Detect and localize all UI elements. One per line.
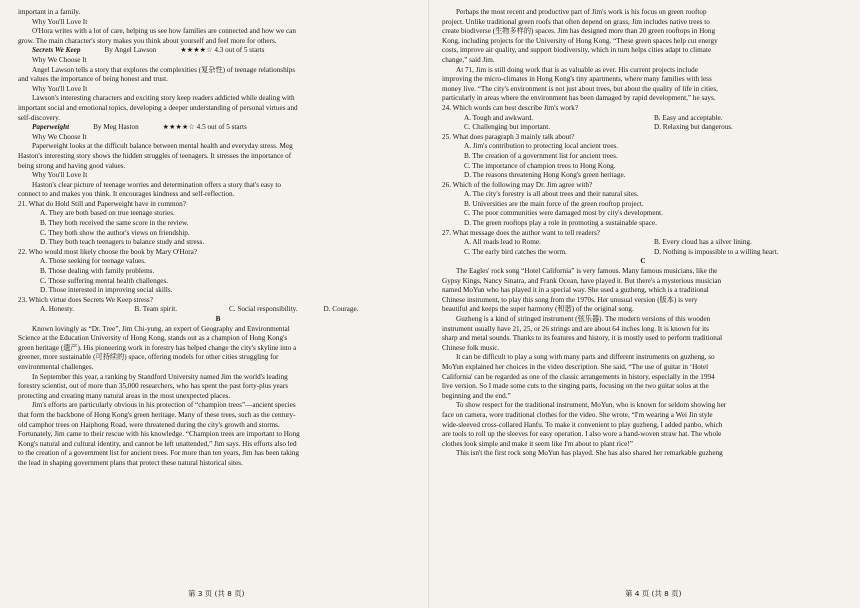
- text-line: greener, more sustainable (可持续的) space, offering models for other cities struggling for: [18, 353, 279, 362]
- option: C. They both show the author's views on friendship.: [40, 228, 190, 237]
- option: A. All roads lead to Rome.: [464, 238, 541, 247]
- option: D. The reasons threatening Hong Kong's green heritage.: [464, 171, 626, 180]
- text-line: clothes look simple and make it seem like I'm about to plant rice!”: [442, 439, 633, 448]
- text-line: Kong's natural and cultural identity, and cannot be left unattended,” Jim says. His efforts also led: [18, 439, 297, 448]
- option: C. Challenging but important.: [464, 123, 551, 132]
- text-line: old camphor trees on Haiphong Road, were threatened during the city's growth and storms.: [18, 420, 280, 429]
- text-line: self-discovery.: [18, 113, 61, 122]
- text-line: Jim's efforts are particularly obvious in his protection of “champion trees”—ancient species: [32, 401, 296, 410]
- option: B. Team spirit.: [134, 305, 177, 314]
- question-24: 24. Which words can best describe Jim's work?: [442, 103, 579, 112]
- question-23: 23. Which virtue does Secrets We Keep stress?: [18, 295, 153, 304]
- book-rating: ★★★★☆ 4.3 out of 5 starts: [180, 46, 265, 55]
- option: D. They both teach teenagers to balance study and stress.: [40, 238, 205, 247]
- text-line: change,” said Jim.: [442, 55, 495, 64]
- text-line: the lead in shaping government plans that protect these natural historical sites.: [18, 458, 243, 467]
- subheading: Why We Choose It: [32, 132, 87, 141]
- option: A. They are both based on true teenage stories.: [40, 209, 175, 218]
- text-line: beginning and the end.”: [442, 391, 511, 400]
- text-line: instrument usually have 21, 25, or 26 strings and are about 64 inches long. It is known for its: [442, 324, 709, 333]
- section-c-heading: C: [640, 257, 646, 266]
- page-number-right: 第 4 页 (共 8 页): [625, 589, 682, 598]
- text-line: forestry scientist, out of more than 35,000 researchers, who has spent the past forty-plus years: [18, 382, 289, 391]
- text-line: Perhaps the most recent and productive part of Jim's work is his focus on green rooftop: [456, 8, 707, 16]
- option: D. Nothing is impossible to a willing heart.: [654, 247, 779, 256]
- book-title: Secrets We Keep: [32, 46, 81, 55]
- text-line: particularly in areas where the environment has been damaged by rapid development,” he says.: [442, 94, 716, 103]
- option: A. The city's forestry is all about trees and their natural sites.: [464, 190, 639, 199]
- page-number-left: 第 3 页 (共 8 页): [188, 589, 245, 598]
- text-line: important in a family.: [18, 8, 81, 16]
- option-row: [18, 305, 418, 315]
- section-b-heading: B: [215, 315, 221, 323]
- text-line: Chinese instrument, to play this song from the 1970s. Her unusual version (版本) is very: [442, 295, 698, 304]
- text-line: Kong, including projects for the University of Hong Kong. “These green spaces help cut energy: [442, 36, 718, 45]
- option: A. Those seeking for teenage values.: [40, 257, 146, 266]
- option: B. They both received the same score in the review.: [40, 219, 189, 228]
- subheading: Why You'll Love It: [32, 84, 88, 93]
- text-line: wide-sleeved cross-collared Hanfu. To make it convenient to play guzheng, I added panbo, which: [442, 420, 723, 429]
- book-heading-secrets: [18, 46, 418, 56]
- text-line: Science at the Education University of Hong Kong, stands out as a champion of Hong Kong's: [18, 334, 288, 343]
- text-line: live version. So I made some cuts to the singing parts, focusing on the two guitar solos at the: [442, 382, 709, 391]
- option: D. Courage.: [323, 305, 359, 314]
- question-22: 22. Who would most likely choose the book by Mary O'Hora?: [18, 247, 198, 256]
- text-line: environmental challenges.: [18, 362, 94, 371]
- option: D. The green rooftops play a role in promoting a sustainable space.: [464, 219, 657, 228]
- option-row: [442, 123, 844, 133]
- text-line: improving the micro-climates in Hong Kong's tiny apartments, where many families with less: [442, 75, 712, 84]
- left-page: [18, 8, 418, 469]
- text-line: costs, improve air quality, and support biodiversity, which in turn helps cities adapt to climate: [442, 46, 712, 55]
- text-line: This isn't the first rock song MoYun has played. She has also shared her remarkable guzheng: [456, 449, 723, 458]
- option: C. The poor communities were damaged most by city's development.: [464, 209, 663, 218]
- option: D. Those interested in improving social skills.: [40, 286, 173, 295]
- option-row: [442, 238, 844, 248]
- option: B. Every cloud has a silver lining.: [654, 238, 752, 247]
- text-line: To show respect for the traditional instrument, MoYun, who is known for seldom showing her: [456, 401, 727, 410]
- text-line: beautiful and keeps the super harmony (和谐) of the original song.: [442, 305, 634, 314]
- text-line: At 71, Jim is still doing work that is as valuable as ever. His current projects include: [456, 65, 698, 74]
- page-fold: [428, 0, 429, 608]
- text-line: Lawson's interesting characters and exciting story keep readers addicted while dealing with: [32, 94, 295, 103]
- book-title: Paperweight: [32, 123, 70, 132]
- question-27: 27. What message does the author want to tell readers?: [442, 228, 600, 237]
- subheading: Why We Choose It: [32, 55, 87, 64]
- subheading: Why You'll Love It: [32, 17, 88, 26]
- question-26: 26. Which of the following may Dr. Jim agree with?: [442, 180, 593, 189]
- text-line: MoYun explained her choices in the video description. She said, “The use of guitar in ‘Hotel: [442, 362, 709, 371]
- subheading: Why You'll Love It: [32, 171, 88, 180]
- option: B. Universities are the main force of the green rooftop project.: [464, 199, 644, 208]
- book-rating: ★★★★☆ 4.5 out of 5 starts: [162, 123, 247, 132]
- text-line: In September this year, a ranking by Standford University named Jim the world's leading: [32, 372, 288, 381]
- text-line: grow. The main character's story makes you think about yourself and feel more for others.: [18, 36, 277, 45]
- book-author: By Meg Haston: [93, 123, 139, 132]
- text-line: Gypsy Kings, Nancy Sinatra, and Frank Ocean, have played it. But there's a mysterious musician: [442, 276, 722, 285]
- option: A. Tough and awkward.: [464, 113, 534, 122]
- text-line: important social and emotional topics, developing a deeper understanding of personal virtues and: [18, 103, 298, 112]
- option: D. Relaxing but dangerous.: [654, 123, 733, 132]
- option: B. Easy and acceptable.: [654, 113, 723, 122]
- text-line: Known lovingly as “Dr. Tree”, Jim Chi-yung, an expert of Geography and Environmental: [32, 324, 290, 333]
- text-line: being strong and having good values.: [18, 161, 126, 170]
- text-line: The Eagles' rock song “Hotel California” is very famous. Many famous musicians, like the: [456, 267, 718, 276]
- option: B. The creation of a government list for ancient trees.: [464, 151, 618, 160]
- text-line: named MoYun who has played it in a special way. She used a guzheng, which is a traditional: [442, 286, 709, 295]
- text-line: face on camera, wore traditional clothes for the video. She wrote, “I'm wearing a Wei Jin style: [442, 410, 713, 419]
- book-author: By Angel Lawson: [104, 46, 157, 55]
- option-row: [442, 114, 844, 124]
- text-line: Chinese folk music.: [442, 343, 500, 352]
- text-line: create biodiverse (生物多样的) spaces. Jim has designed more than 20 green rooftops in Hong: [442, 27, 716, 36]
- book-heading-paperweight: [18, 123, 418, 133]
- text-line: Fortunately, Jim came to their rescue with his knowledge. “Champion trees are important to Hong: [18, 430, 300, 439]
- text-line: connect to and makes you think. It encourages kindness and self-reflection.: [18, 190, 235, 199]
- text-line: Haston's interesting story shows the hidden struggles of teenagers. It stresses the importance of: [18, 151, 292, 160]
- text-line: are tools to roll up the sleeves for easy operation. I also wore a hand-woven straw hat. The whole: [442, 430, 722, 439]
- text-line: Guzheng is a kind of stringed instrument (弦乐器). The modern versions of this wooden: [456, 315, 711, 323]
- text-line: It can be difficult to play a song with many parts and different instruments on guzheng, so: [456, 353, 715, 362]
- right-page: [442, 8, 844, 459]
- text-line: that form the backbone of Hong Kong's green heritage. Many of these trees, such as the century-: [18, 410, 296, 419]
- text-line: protecting and creating many natural areas in the most unexpected places.: [18, 391, 231, 400]
- text-line: project. Unlike traditional green roofs that often depend on grass, Jim includes native trees to: [442, 17, 710, 26]
- text-line: Haston's clear picture of teenage worries and determination offers a story that's easy to: [32, 180, 281, 189]
- text-line: and values the importance of being honest and trust.: [18, 75, 168, 84]
- option: C. Those suffering mental health challenges.: [40, 276, 169, 285]
- option: C. Social responsibility.: [229, 305, 298, 314]
- text-line: money live. “The city's environment is not just about trees, but about the quality of life in cities,: [442, 84, 718, 93]
- text-line: Angel Lawson tells a story that explores the complexities (复杂性) of teenage relationships: [32, 65, 296, 74]
- text-line: green heritage (遗产). His pioneering work in forestry has helped change the city's skyline into a: [18, 343, 297, 352]
- text-line: Paperweight looks at the difficult balance between mental health and everyday stress. Meg: [32, 142, 293, 151]
- text-line: O'Hora writes with a lot of care, helping us see how families are connected and how we can: [32, 27, 296, 36]
- option: A. Jim's contribution to protecting local ancient trees.: [464, 142, 618, 151]
- text-line: sharp and metal sounds. Thanks to its features and history, it is mostly used to perform traditional: [442, 334, 723, 343]
- option: C. The importance of champion trees to Hong Kong.: [464, 161, 616, 170]
- text-line: California' can be regarded as one of the classic arrangements in history, especially in the 1994: [442, 372, 715, 381]
- option: B. Those dealing with family problems.: [40, 267, 155, 276]
- option-row: [442, 248, 844, 258]
- question-21: 21. What do Hold Still and Paperweight have in common?: [18, 199, 186, 208]
- option: C. The early bird catches the worm.: [464, 247, 567, 256]
- option: A. Honesty.: [40, 305, 75, 314]
- text-line: to the creation of a government list for ancient trees. For more than ten years, Jim has been taking: [18, 449, 300, 458]
- question-25: 25. What does paragraph 3 mainly talk about?: [442, 132, 575, 141]
